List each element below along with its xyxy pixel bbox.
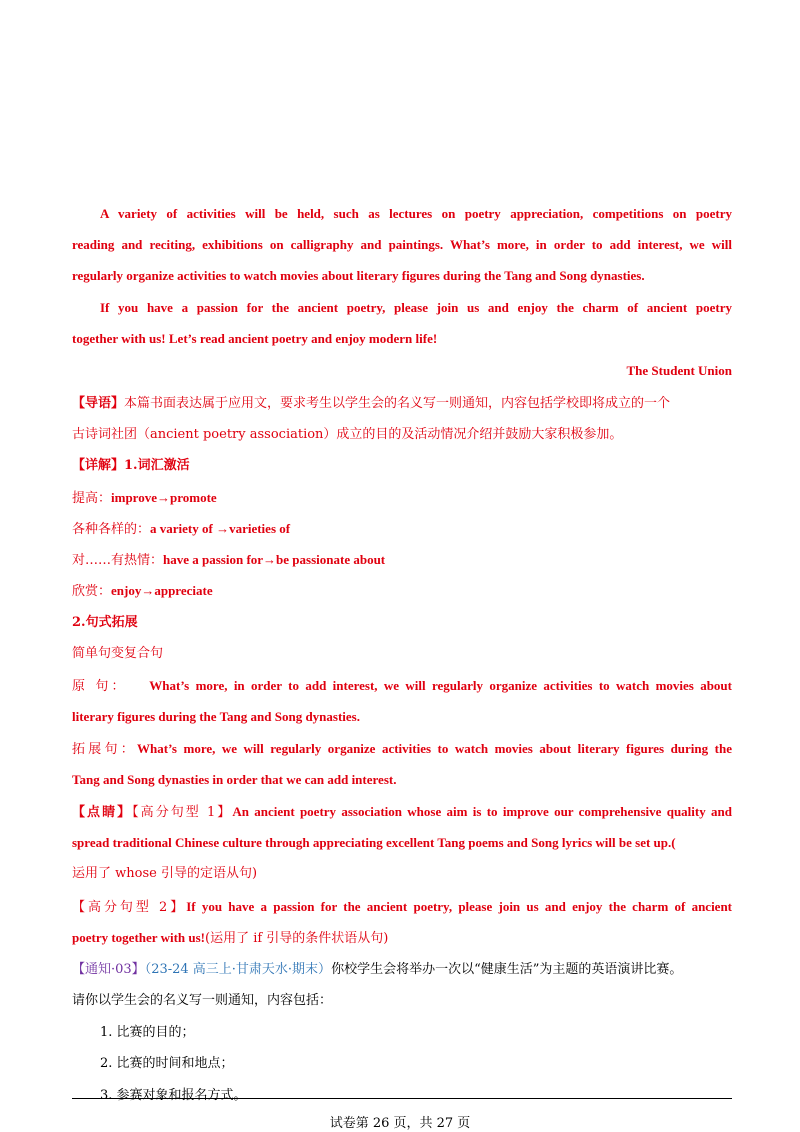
essay-paragraph-1-line-1: A variety of activities will be held, such as lectures on poetry appreciation, competitions on poetry [100,206,732,221]
vocab-item-4 [72,582,732,601]
original-sentence-line-1 [72,677,732,696]
notice-label: 【通知·03】 [72,962,145,977]
guide-label: 【导语】 [72,396,125,411]
type2-text: If you have a passion for the ancient poetry, please join us and enjoy the charm of ancient [186,899,733,914]
original-sentence-line-2: literary figures during the Tang and Song dynasties. [72,709,360,724]
original-text: What’s more, in order to add interest, we will regularly organize activities to watch movies about [149,678,732,693]
vocab-en: enjoy→appreciate [111,583,213,598]
notice-item-3: 3. 参赛对象和报名方式。 [100,1088,247,1103]
highlight-line-3: 运用了 whose 引导的定语从句) [72,866,258,881]
highlight-line-2: spread traditional Chinese culture through appreciating excellent Tang poems and Song lyrics will be set up.( [72,835,676,850]
highlight-label: 【点睛】 [72,805,133,820]
vocab-item-3 [72,551,732,570]
vocab-cn: 欣赏： [72,584,112,599]
vocab-en: have a passion for→be passionate about [163,552,386,567]
essay-paragraph-2-line-1: If you have a passion for the ancient poetry, please join us and enjoy the charm of ancient poetry [100,300,732,315]
highlight-line-5 [72,929,732,948]
essay-paragraph-1-line-2: reading and reciting, exhibitions on calligraphy and paintings. What’s more, in order to add interest, we will [72,237,732,252]
detail-line [72,457,732,475]
notice-line-2: 请你以学生会的名义写一则通知，内容包括： [72,993,333,1008]
original-label: 原 句： [72,679,128,694]
extended-sentence-line-2: Tang and Song dynasties in order that we can add interest. [72,772,397,787]
page-footer: 试卷第 26 页，共 27 页 [329,1116,471,1131]
detail-subheading: 简单句变复合句 [72,646,164,661]
vocab-item-2 [72,520,732,539]
vocab-cn: 提高： [72,491,112,506]
guide-line-2: 古诗词社团（ancient poetry association）成立的目的及活动情况介绍并鼓励大家积极参加。 [72,427,623,442]
vocab-cn: 各种各样的： [72,522,151,537]
notice-source: （23-24 高三上·甘肃天水·期末） [144,962,332,977]
detail-label: 【详解】 [72,458,125,473]
detail-heading: 1.词汇激活 [124,458,190,473]
type2-text-cont: poetry together with us! [72,930,205,945]
vocab-cn: 对……有热情： [72,553,164,568]
notice-item-1: 1. 比赛的目的； [100,1025,195,1040]
type1-label: 【高分句型 1】 [132,805,233,820]
guide-line-1 [72,395,732,413]
extended-sentence-line-1 [72,740,732,759]
vocab-item-1 [72,489,732,508]
essay-paragraph-2-line-2: together with us! Let’s read ancient poetry and enjoy modern life! [72,331,438,346]
type1-text: An ancient poetry association whose aim is to improve our comprehensive quality and [232,804,732,819]
essay-signature: The Student Union [626,363,732,378]
guide-text-1: 本篇书面表达属于应用文，要求考生以学生会的名义写一则通知，内容包括学校即将成立的一个 [124,396,671,411]
extended-label: 拓展句： [72,742,138,757]
highlight-line-1 [72,803,732,822]
footer-divider [72,1098,732,1099]
essay-paragraph-1-line-3: regularly organize activities to watch movies about literary figures during the Tang and Song dynasties. [72,268,645,283]
notice-line-1 [72,961,732,979]
extended-text: What’s more, we will regularly organize activities to watch movies about literary figures during the [137,741,732,756]
detail-heading-2: 2.句式拓展 [72,615,138,630]
highlight-line-4 [72,898,732,917]
type2-note: (运用了 if 引导的条件状语从句) [205,931,389,946]
notice-item-2: 2. 比赛的时间和地点； [100,1056,234,1071]
vocab-en: a variety of →varieties of [150,521,291,536]
type2-label: 【高分句型 2】 [72,900,187,915]
vocab-en: improve→promote [111,490,217,505]
notice-text: 你校学生会将举办一次以“健康生活”为主题的英语演讲比赛。 [331,962,683,977]
